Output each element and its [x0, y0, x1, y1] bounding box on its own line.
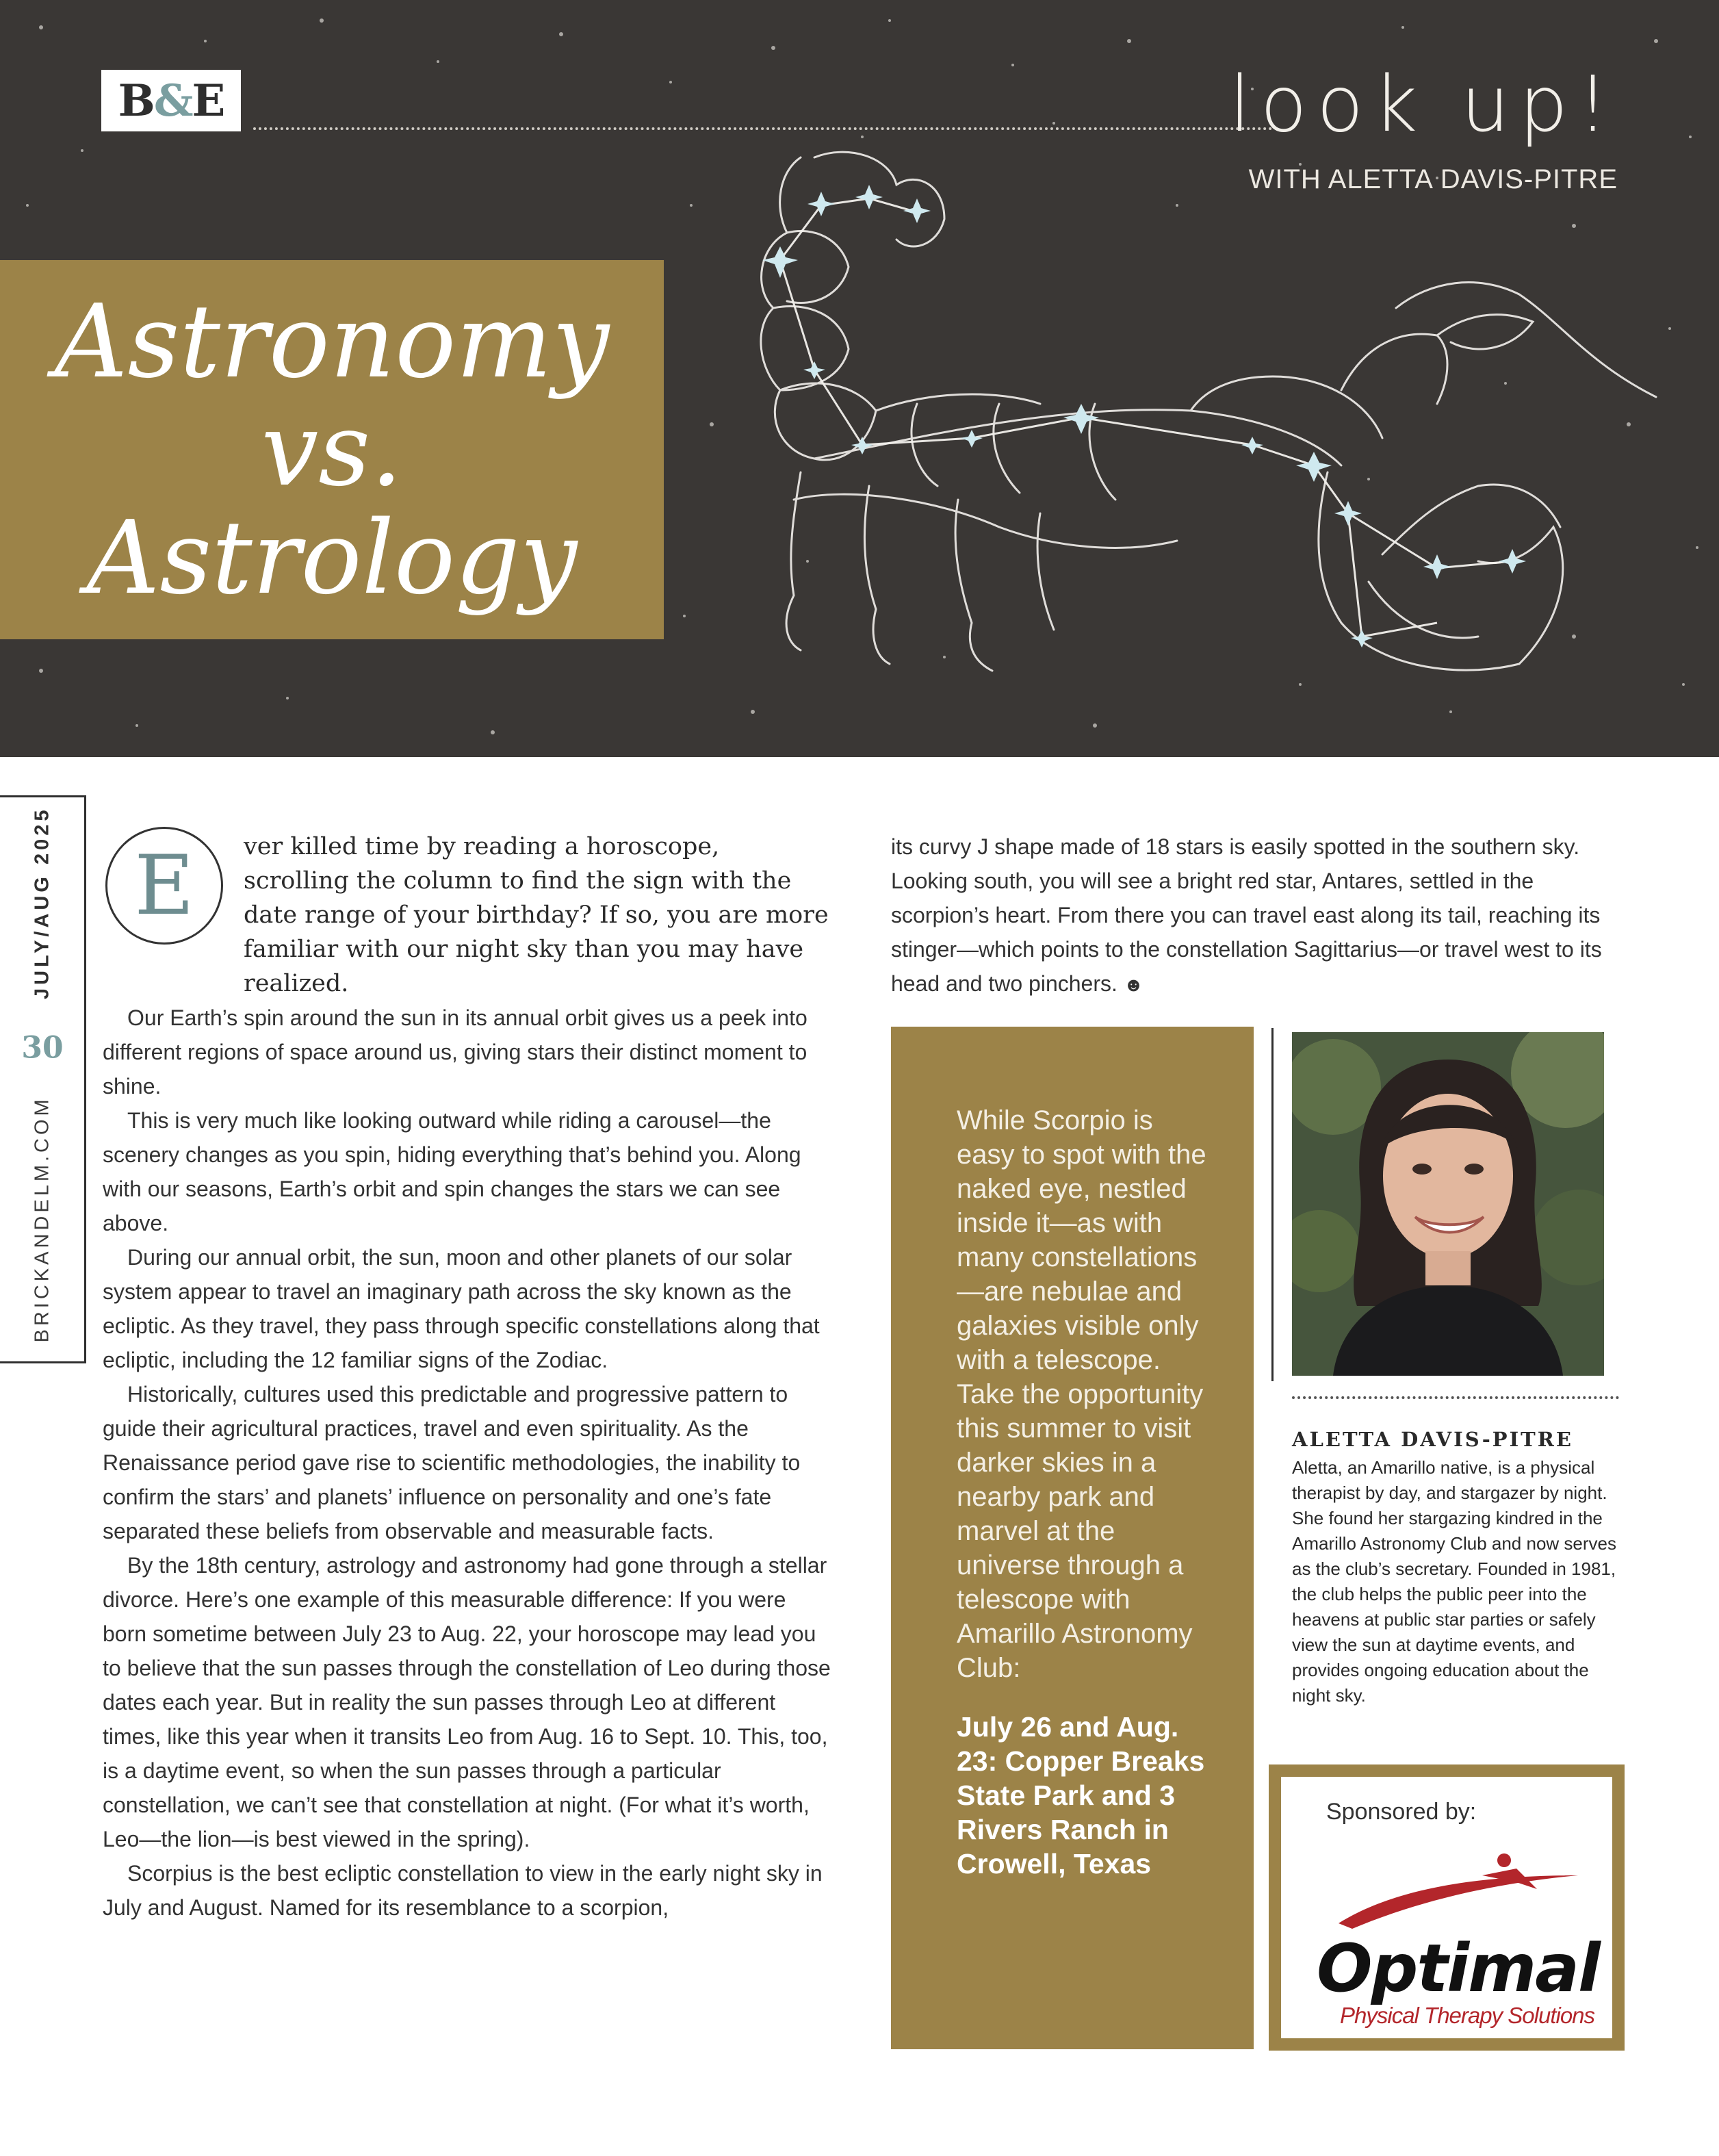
sponsor-box — [1269, 1764, 1625, 2051]
issue-date: JULY/AUG 2025 — [31, 806, 53, 1000]
author-bio: Aletta, an Amarillo native, is a physical therapist by day, and stargazer by night. She found her stargazing kindred in the Amarillo Astronomy Club and now serves as the club’s secretary. Founded in 1981, the club helps the public peer into the heavens at public star parties or safely view the sun at daytime events, and provides ongoing education about the night sky. — [1292, 1457, 1616, 1706]
feature-title-line-3: Astrology — [86, 499, 578, 617]
author-name: ALETTA DAVIS-PITRE — [1292, 1428, 1573, 1451]
author-divider — [1271, 1028, 1274, 1381]
brand-logo — [101, 70, 241, 131]
article-paragraph: Historically, cultures used this predictable and progressive pattern to guide their agricultural practices, travel and even spirituality. As the Renaissance period gave rise to scientific methodologies, the inability to confirm the stars’ and planets’ influence on personality and one’s fate separated these beliefs from observable and measurable facts. — [103, 1382, 801, 1543]
column-byline: WITH ALETTA DAVIS-PITRE — [1248, 164, 1618, 194]
sponsor-logo-name: Optimal — [1317, 1930, 1599, 2007]
end-mark-icon: ☻ — [1123, 974, 1144, 995]
event-callout-box — [891, 1027, 1254, 2049]
scorpion-constellation-illustration — [712, 144, 1683, 691]
logo-ampersand: & — [153, 75, 192, 127]
feature-title-line-1: Astronomy — [54, 283, 610, 400]
logo-text: B&E — [118, 75, 224, 127]
callout-text: While Scorpio is easy to spot with the naked eye, nestled inside it—as with many constellations—are nebulae and galaxies visible only with a telescope. Take the opportunity this summer to visit darker skies in a nearby park and marvel at the universe through a telescope with Amarillo Astronomy Club: — [957, 1105, 1206, 1683]
header-dotted-rule — [253, 127, 1273, 130]
author-dotted-rule — [1292, 1396, 1619, 1399]
hero-banner — [0, 0, 1719, 757]
folio-site: BRICKANDELM.COM — [31, 1096, 53, 1343]
folio-text — [21, 806, 64, 1343]
author-photo — [1292, 1032, 1604, 1376]
article-paragraph: During our annual orbit, the sun, moon and other planets of our solar system appear to travel an imaginary path across the sky known as the ecliptic. As they travel, they pass through specific constellations along that ecliptic, including the 12 familiar signs of the Zodiac. — [103, 1245, 820, 1372]
article-paragraph: Scorpius is the best ecliptic constellation to view in the early night sky in July and August. Named for its resemblance to a scorpion, — [103, 1861, 823, 1920]
article-body-left — [103, 1001, 833, 1925]
article-body-right — [891, 830, 1616, 1002]
article-continued — [891, 830, 1616, 1002]
continued-text: its curvy J shape made of 18 stars is easily spotted in the southern sky. Looking south, you will see a bright red star, Antares, settled in the scorpion’s heart. From there you can travel east along its tail, reaching its stinger—which points to the constellation Sagittarius—or travel west to its head and two pinchers. — [891, 834, 1602, 996]
article-paragraph: This is very much like looking outward while riding a carousel—the scenery changes as you spin, hiding everything that’s behind you. Along with our seasons, Earth’s orbit and spin changes the stars we can see above. — [103, 1108, 801, 1235]
section-title: look up! — [1229, 60, 1618, 149]
article-paragraph: Our Earth’s spin around the sun in its annual orbit gives us a peek into different regions of space around us, giving stars their distinct moment to shine. — [103, 1005, 807, 1099]
feature-title-box — [0, 260, 664, 639]
sponsor-label: Sponsored by: — [1326, 1799, 1477, 1825]
article-intro: ver killed time by reading a horoscope, scrolling the column to find the sign with the date range of your birthday? If so, you are more familiar with our night sky than you may have realized. — [244, 833, 829, 997]
sponsor-logo-subtitle: Physical Therapy Solutions — [1340, 2003, 1595, 2028]
callout-event-dates: July 26 and Aug. 23: Copper Breaks State Park and 3 Rivers Ranch in Crowell, Texas — [957, 1711, 1205, 1879]
article-paragraph: By the 18th century, astrology and astronomy had gone through a stellar divorce. Here’s one example of this measurable difference: If you were born sometime between July 23 to Aug. 22, your horoscope may lead you to believe that the sun passes through the constellation of Leo during those dates each year. But in reality the sun passes through Leo at different times, like this year when it transits Leo from Aug. 16 to Sept. 10. This, too, is a daytime event, so when the sun passes through a particular constellation, we can’t see that constellation at night. (For what it’s worth, Leo—the lion—is best viewed in the spring). — [103, 1553, 831, 1851]
drop-cap: E — [105, 827, 223, 945]
page-number: 30 — [21, 1030, 64, 1066]
feature-title-line-2: vs. — [261, 391, 403, 509]
sponsor-swoosh-icon — [1311, 1848, 1585, 1930]
